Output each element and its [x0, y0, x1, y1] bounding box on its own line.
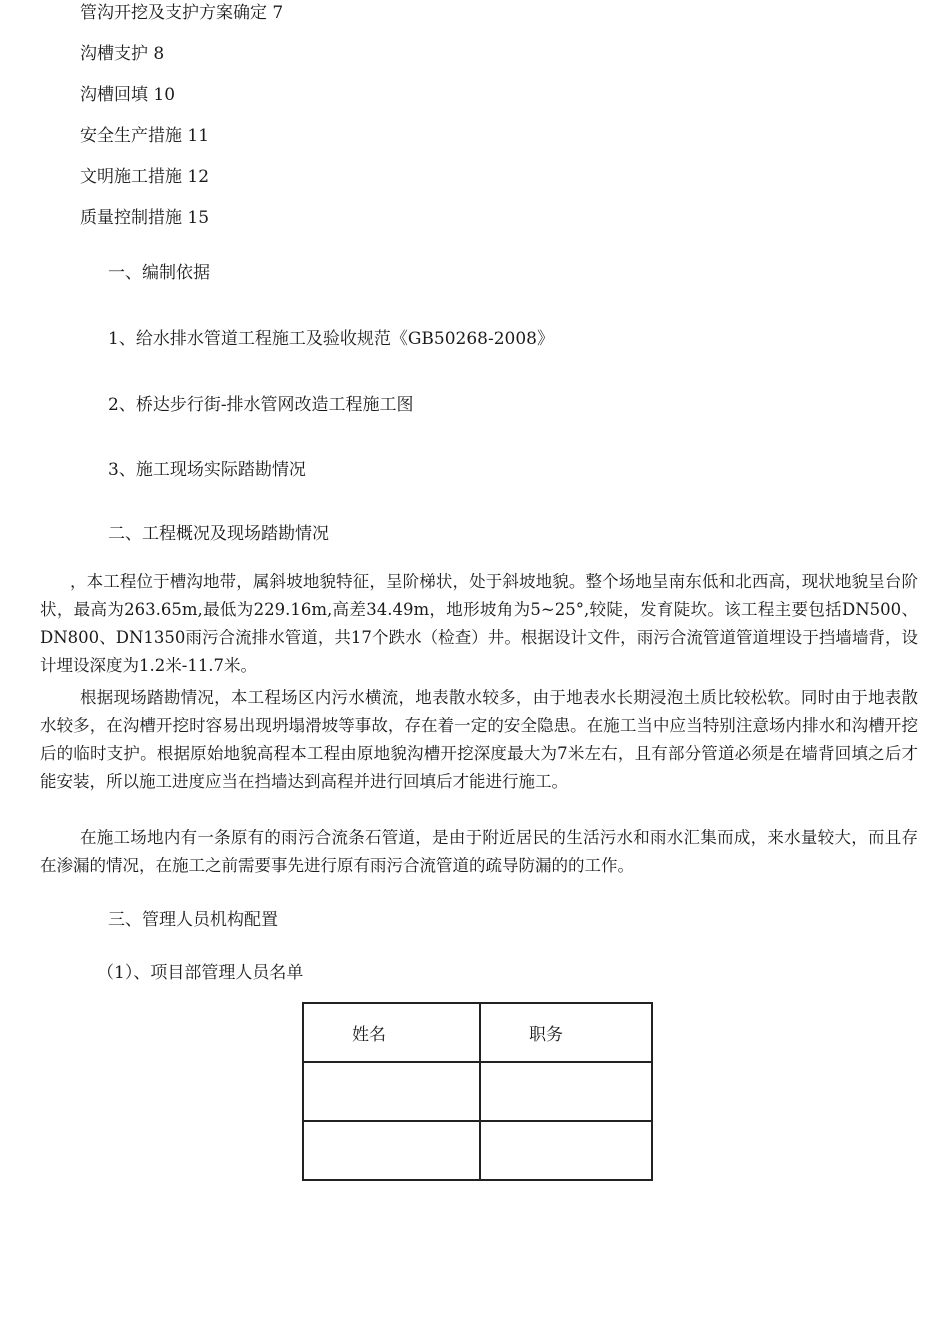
toc-item: 管沟开挖及支护方案确定 7 [80, 3, 284, 23]
section-heading: 一、编制依据 [108, 263, 210, 283]
toc-item: 安全生产措施 11 [80, 126, 210, 146]
table-cell [303, 1062, 480, 1121]
staff-table [302, 1002, 653, 1181]
toc-item: 沟槽回填 10 [80, 85, 176, 105]
toc-item: 沟槽支护 8 [80, 44, 165, 64]
table-cell [303, 1121, 480, 1180]
body-paragraph: 根据现场踏勘情况，本工程场区内污水横流，地表散水较多，由于地表水长期浸泡土质比较松软。同时由于地表散水较多，在沟槽开挖时容易出现坍塌滑坡等事故，存在着一定的安全隐患。在施工当中应当特别注意场内排水和沟槽开挖后的临时支护。根据原始地貌高程本工程由原地貌沟槽开挖深度最大为7米左右，且有部分管道必须是在墙背回填之后才能安装，所以施工进度应当在挡墙达到高程并进行回填后才能进行施工。 [40, 688, 918, 791]
body-paragraph: 在施工场地内有一条原有的雨污合流条石管道，是由于附近居民的生活污水和雨水汇集而成，来水量较大，而且存在渗漏的情况，在施工之前需要事先进行原有雨污合流管道的疏导防漏的的工作。 [40, 828, 918, 875]
toc-item: 质量控制措施 15 [80, 208, 210, 228]
table-header-cell [480, 1003, 652, 1062]
header-position: 职务 [529, 1025, 563, 1045]
table-cell [480, 1121, 652, 1180]
reference-item: 1、给水排水管道工程施工及验收规范《GB50268-2008》 [108, 329, 554, 349]
body-paragraph: ，本工程位于槽沟地带，属斜坡地貌特征，呈阶梯状，处于斜坡地貌。整个场地呈南东低和北西高，现状地貌呈台阶状，最高为263.65m,最低为229.16m,高差34.49m，地形坡角为5~25°,较陡，发育陡坎。该工程主要包括DN500、DN800、DN1350雨污合流排水管道，共17个跌水（检查）井。根据设计文件，雨污合流管道管道埋设于挡墙墙背，设计埋设深度为1.2米-11.7米。 [40, 572, 918, 675]
section-heading: 二、工程概况及现场踏勘情况 [108, 524, 329, 544]
reference-item: 2、桥达步行街-排水管网改造工程施工图 [108, 395, 414, 415]
table-row [303, 1121, 652, 1180]
header-name: 姓名 [352, 1025, 386, 1045]
table-header-cell [303, 1003, 480, 1062]
table-row [303, 1062, 652, 1121]
reference-item: 3、施工现场实际踏勘情况 [108, 460, 306, 480]
section-heading: 三、管理人员机构配置 [108, 910, 278, 930]
table-caption: （1）、项目部管理人员名单 [97, 963, 304, 983]
toc-item: 文明施工措施 12 [80, 167, 210, 187]
table-cell [480, 1062, 652, 1121]
table-header-row [303, 1003, 652, 1062]
